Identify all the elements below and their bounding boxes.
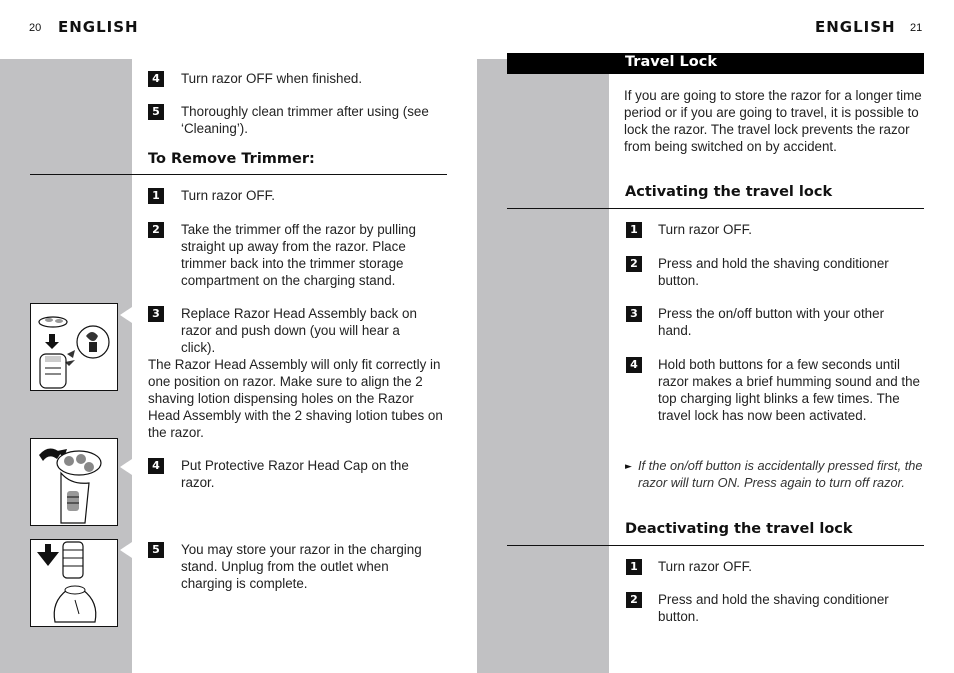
step-number: 3: [626, 306, 642, 322]
left-page-number: 20: [29, 22, 42, 34]
travel-lock-banner: [507, 53, 924, 74]
step-number: 4: [148, 458, 164, 474]
step-text: Turn razor OFF.: [181, 188, 275, 203]
step-text: Press the on/off button with your other hand.: [658, 306, 885, 338]
step-number: 5: [148, 542, 164, 558]
protective-cap-illustration: [30, 438, 118, 526]
activating-title: Activating the travel lock: [625, 184, 833, 200]
step-text: Replace Razor Head Assembly back on razor and push down (you will hear a click).: [181, 306, 417, 355]
step-number: 1: [148, 188, 164, 204]
section-divider: [30, 174, 447, 175]
assembly-note: The Razor Head Assembly will only fit correctly in one position on razor. Make sure to align the 2 shaving lotion dispensing holes on the Razor Head Assembly with the 2 shaving lotion tubes on the razor.: [148, 357, 443, 440]
right-margin-column: [477, 59, 609, 673]
step-number: 2: [626, 592, 642, 608]
step-number: 4: [626, 357, 642, 373]
razor-head-icon: [31, 304, 116, 389]
step-text: Hold both buttons for a few seconds until razor makes a brief humming sound and the top charging light blinks a few times. The travel lock has now been activated.: [658, 357, 921, 423]
tip-bullet-icon: ►: [625, 462, 632, 472]
right-page-number: 21: [910, 22, 923, 34]
travel-lock-intro: If you are going to store the razor for a longer time period or if you are going to travel, it is possible to lock the razor. The travel lock prevents the razor from being switched on by accident.: [624, 88, 922, 154]
tip-text: If the on/off button is accidentally pressed first, the razor will turn ON. Press again to turn off razor.: [638, 458, 923, 490]
step-text: Turn razor OFF when finished.: [181, 71, 363, 86]
step-text: Take the trimmer off the razor by pulling straight up away from the razor. Place trimmer back into the trimmer storage compartment on the charging stand.: [181, 222, 416, 288]
image-pointer: [120, 459, 132, 475]
step-text: Put Protective Razor Head Cap on the razor.: [181, 458, 409, 490]
step-number: 1: [626, 559, 642, 575]
step-number: 1: [626, 222, 642, 238]
step-text: Press and hold the shaving conditioner button.: [658, 256, 889, 288]
step-number: 3: [148, 306, 164, 322]
step-number: 5: [148, 104, 164, 120]
left-page-header: ENGLISH: [58, 18, 139, 36]
section-divider: [507, 208, 924, 209]
image-pointer: [120, 307, 132, 323]
step-number: 4: [148, 71, 164, 87]
travel-lock-title: Travel Lock: [625, 54, 717, 70]
razor-head-assembly-illustration: [30, 303, 118, 391]
step-text: You may store your razor in the charging stand. Unplug from the outlet when charging is complete.: [181, 542, 422, 591]
step-text: Thoroughly clean trimmer after using (see ‘Cleaning’).: [181, 104, 429, 136]
charging-stand-illustration: [30, 539, 118, 627]
right-page-header: ENGLISH: [815, 18, 896, 36]
step-number: 2: [148, 222, 164, 238]
section-title-remove-trimmer: To Remove Trimmer:: [148, 151, 315, 167]
deactivating-title: Deactivating the travel lock: [625, 521, 853, 537]
step-text: Press and hold the shaving conditioner button.: [658, 592, 889, 624]
image-pointer: [120, 542, 132, 558]
step-text: Turn razor OFF.: [658, 222, 752, 237]
razor-cap-icon: [31, 439, 116, 524]
section-divider: [507, 545, 924, 546]
step-number: 2: [626, 256, 642, 272]
step-text: Turn razor OFF.: [658, 559, 752, 574]
charging-stand-icon: [31, 540, 116, 625]
